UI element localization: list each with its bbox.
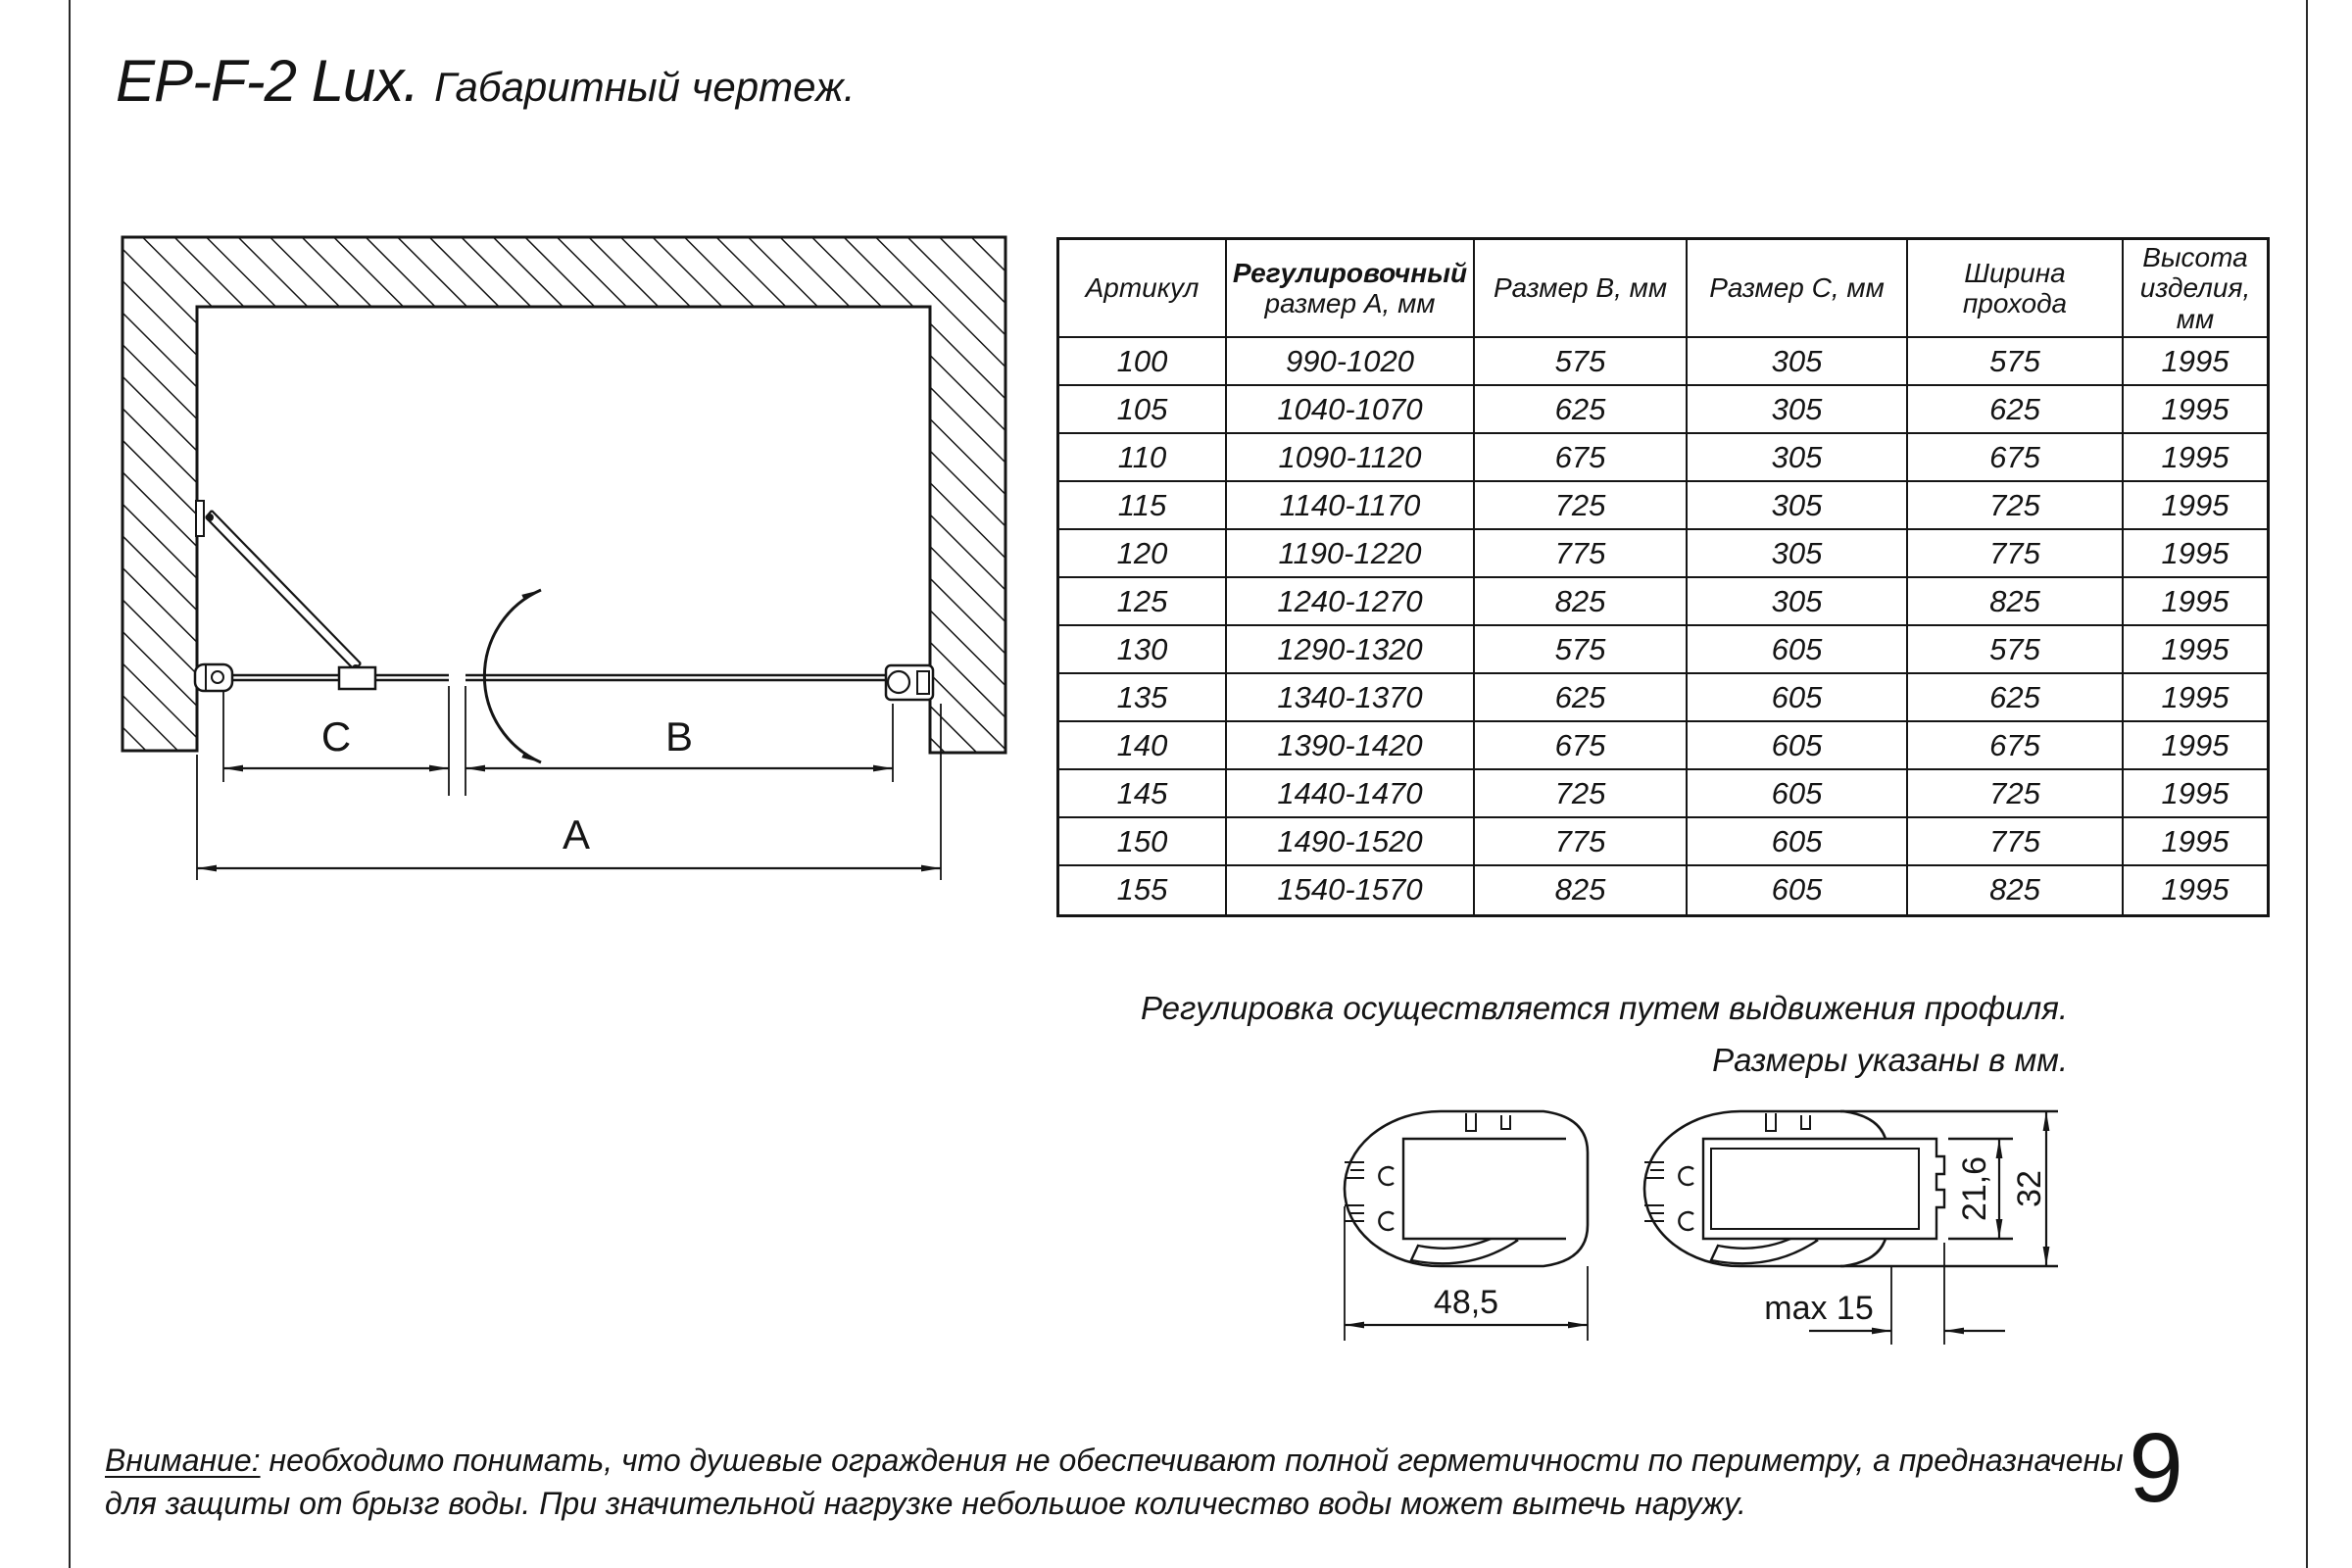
- profile-width-label: 48,5: [1433, 1284, 1499, 1321]
- column-header: Размер С, мм: [1688, 240, 1908, 338]
- table-cell: 1995: [2124, 338, 2267, 386]
- table-cell: 1995: [2124, 386, 2267, 434]
- dimension-b-label: B: [664, 713, 694, 760]
- table-cell: 305: [1688, 386, 1908, 434]
- table-cell: 1995: [2124, 674, 2267, 722]
- table-cell: 575: [1475, 338, 1688, 386]
- warning-text: [105, 1439, 2202, 1525]
- dimension-a-label: A: [562, 811, 591, 858]
- table-cell: 725: [1475, 482, 1688, 530]
- table-cell: 1140-1170: [1227, 482, 1475, 530]
- table-cell: 105: [1059, 386, 1227, 434]
- dimensions-table: [1056, 237, 2270, 917]
- table-cell: 1440-1470: [1227, 770, 1475, 818]
- door-hinge-right: [886, 665, 933, 700]
- table-header-row: [1059, 240, 2267, 338]
- wall-bracket: [196, 501, 204, 536]
- drawing-type-label: Габаритный чертеж.: [434, 64, 856, 110]
- table-cell: 625: [1908, 674, 2124, 722]
- support-bar: [196, 501, 361, 672]
- table-cell: 605: [1688, 626, 1908, 674]
- table-cell: 115: [1059, 482, 1227, 530]
- table-cell: 120: [1059, 530, 1227, 578]
- table-cell: 1190-1220: [1227, 530, 1475, 578]
- table-cell: 150: [1059, 818, 1227, 866]
- table-cell: 1290-1320: [1227, 626, 1475, 674]
- warning-line-2: для защиты от брызг воды. При значительной нагрузке небольшое количество воды может вытечь наружу.: [105, 1486, 1746, 1521]
- table-cell: 725: [1908, 770, 2124, 818]
- table-cell: 1995: [2124, 434, 2267, 482]
- profile-glass-depth-label: 21,6: [1956, 1155, 1993, 1222]
- table-cell: 575: [1908, 338, 2124, 386]
- table-cell: 155: [1059, 866, 1227, 914]
- page-title: [116, 47, 856, 115]
- table-cell: 575: [1475, 626, 1688, 674]
- table-cell: 675: [1908, 722, 2124, 770]
- table-cell: 1995: [2124, 818, 2267, 866]
- wall-profile-fitting-left: [195, 664, 232, 691]
- table-cell: 825: [1475, 866, 1688, 914]
- profile-section-closed: [1345, 1111, 1588, 1266]
- warning-label: Внимание:: [105, 1443, 261, 1478]
- table-cell: 1995: [2161, 872, 2230, 906]
- table-cell: 1995: [2124, 626, 2267, 674]
- warning-line-1: Внимание: необходимо понимать, что душевые ограждения не обеспечивают полной герметичности по периметру, а предназначены: [105, 1443, 2124, 1478]
- table-cell: 1995: [2124, 770, 2267, 818]
- table-cell: 1995: [2124, 530, 2267, 578]
- table-cell: 605: [1688, 722, 1908, 770]
- table-cell: 990-1020: [1227, 338, 1475, 386]
- table-cell: 305: [1688, 482, 1908, 530]
- table-cell: 575: [1908, 626, 2124, 674]
- table-cell: 825: [1908, 578, 2124, 626]
- table-cell: 1995: [2124, 482, 2267, 530]
- column-header: Ширина прохода: [1908, 240, 2124, 338]
- table-cell: 605: [1688, 770, 1908, 818]
- table-cell: 775: [1908, 818, 2124, 866]
- table-cell: 305: [1688, 530, 1908, 578]
- table-body: [1059, 338, 2267, 914]
- table-cell: 625: [1908, 386, 2124, 434]
- column-header: Артикул: [1059, 240, 1227, 338]
- glass-panels: [232, 675, 887, 680]
- table-cell: 725: [1475, 770, 1688, 818]
- model-name: EP-F-2 Lux.: [116, 48, 419, 114]
- table-cell: 125: [1059, 578, 1227, 626]
- table-cell: 1490-1520: [1227, 818, 1475, 866]
- profile-section-extended: [1644, 1111, 1944, 1266]
- table-cell: 605: [1688, 674, 1908, 722]
- table-cell: 305: [1688, 578, 1908, 626]
- column-header: Регулировочный размер А, мм: [1227, 240, 1475, 338]
- table-cell: 145: [1059, 770, 1227, 818]
- table-cell: 675: [1475, 434, 1688, 482]
- glass-clamp: [339, 667, 375, 689]
- table-cell: 1390-1420: [1227, 722, 1475, 770]
- dimension-c-label: C: [320, 713, 352, 760]
- table-cell: 625: [1475, 674, 1688, 722]
- table-cell: 130: [1059, 626, 1227, 674]
- profile-height-label: 32: [2011, 1170, 2048, 1207]
- table-cell: 625: [1475, 386, 1688, 434]
- table-cell: 775: [1908, 530, 2124, 578]
- column-header: Размер В, мм: [1475, 240, 1688, 338]
- table-cell: 1995: [2124, 722, 2267, 770]
- column-header: Высота изделия, мм: [2124, 240, 2267, 338]
- adjustment-notes: [1078, 982, 2068, 1086]
- page-number: 9: [2129, 1413, 2183, 1523]
- table-cell: 305: [1688, 338, 1908, 386]
- table-cell: 1540-1570: [1227, 866, 1475, 914]
- table-cell: 135: [1059, 674, 1227, 722]
- table-cell: 725: [1908, 482, 2124, 530]
- table-cell: 675: [1908, 434, 2124, 482]
- table-cell: 1340-1370: [1227, 674, 1475, 722]
- table-cell: 1090-1120: [1227, 434, 1475, 482]
- table-cell: 1995: [2124, 578, 2267, 626]
- profile-extension-label: max 15: [1764, 1290, 1874, 1327]
- table-cell: 825: [1908, 866, 2124, 914]
- table-cell: 1240-1270: [1227, 578, 1475, 626]
- table-cell: 775: [1475, 818, 1688, 866]
- note-line-1: Регулировка осуществляется путем выдвижения профиля.: [1140, 990, 2068, 1026]
- table-cell: 110: [1059, 434, 1227, 482]
- table-cell: 305: [1688, 434, 1908, 482]
- table-cell: 1040-1070: [1227, 386, 1475, 434]
- table-cell: 605: [1688, 818, 1908, 866]
- table-cell: 100: [1059, 338, 1227, 386]
- table-cell: 675: [1475, 722, 1688, 770]
- table-cell: 775: [1475, 530, 1688, 578]
- note-line-2: Размеры указаны в мм.: [1712, 1042, 2068, 1078]
- table-cell: 140: [1059, 722, 1227, 770]
- table-cell: 825: [1475, 578, 1688, 626]
- table-cell: 605: [1688, 866, 1908, 914]
